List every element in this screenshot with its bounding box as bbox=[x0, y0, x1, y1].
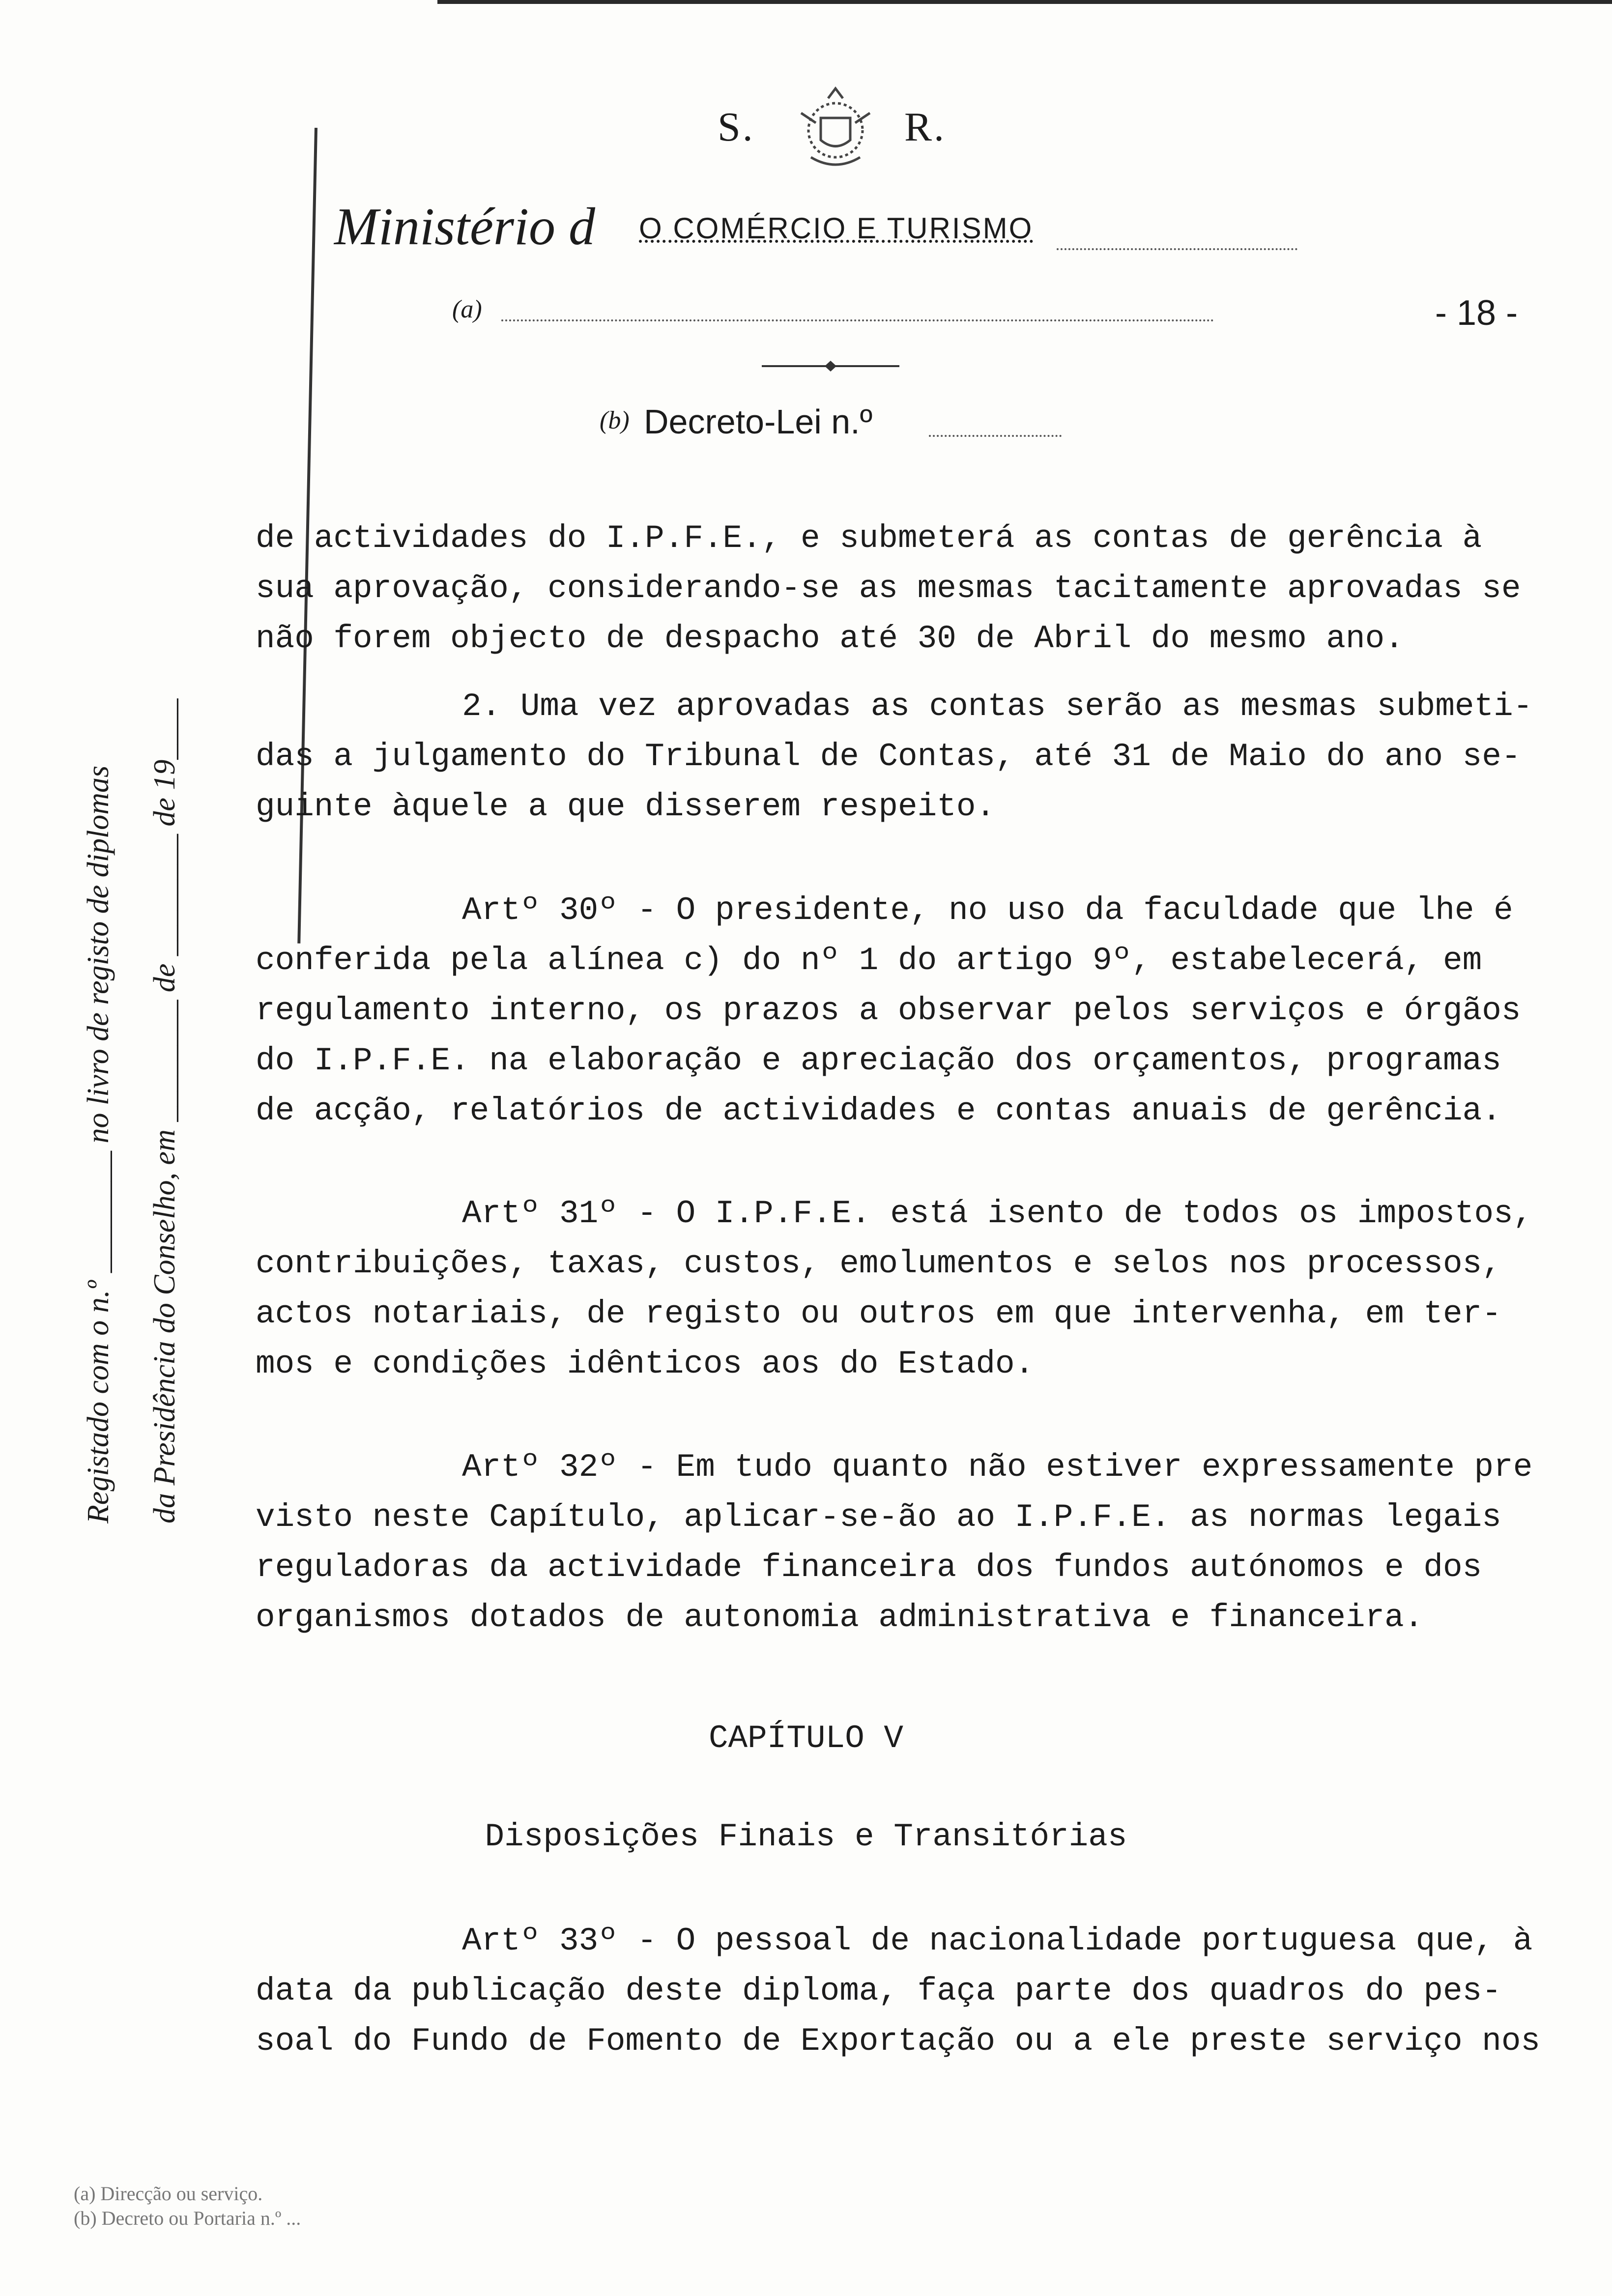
decree-dotline bbox=[929, 435, 1062, 437]
coat-of-arms-icon bbox=[781, 84, 890, 177]
art32-line-2: visto neste Capítulo, aplicar-se-ão ao I.P.F.E. as normas legais bbox=[256, 1499, 1501, 1536]
art33-line-3: soal do Fundo de Fomento de Exportação ou a ele preste serviço nos bbox=[256, 2023, 1541, 2060]
art33-line-2: data da publicação deste diploma, faça parte dos quadros do pes- bbox=[256, 1973, 1501, 2009]
p1-line-1: de actividades do I.P.F.E., e submeterá as contas de gerência à bbox=[256, 520, 1482, 557]
art30-line-4: do I.P.F.E. na elaboração e apreciação dos orçamentos, programas bbox=[256, 1042, 1501, 1079]
page-number: - 18 - bbox=[1435, 293, 1518, 333]
r-letter: R. bbox=[904, 104, 947, 150]
ornament-divider bbox=[762, 359, 899, 373]
art30-line-2: conferida pela alínea c) do nº 1 do artigo 9º, estabelecerá, em bbox=[256, 942, 1482, 979]
art30-line-1: Artº 30º - O presidente, no uso da faculdade que lhe é bbox=[462, 892, 1513, 929]
p1-line-2: sua aprovação, considerando-se as mesmas tacitamente aprovadas se bbox=[256, 570, 1521, 607]
ministry-dotline bbox=[1057, 248, 1297, 250]
art30-line-5: de acção, relatórios de actividades e contas anuais de gerência. bbox=[256, 1092, 1501, 1129]
chapter-title: Disposições Finais e Transitórias bbox=[485, 1818, 1127, 1855]
p1-line-3: não forem objecto de despacho até 30 de Abril do mesmo ano. bbox=[256, 620, 1404, 657]
art32-line-3: reguladoras da actividade financeira dos fundos autónomos e dos bbox=[256, 1549, 1482, 1586]
footnote-a: (a) Direcção ou serviço. bbox=[74, 2182, 263, 2205]
decree-label: Decreto-Lei n.º bbox=[644, 402, 873, 441]
decree-type-label: (b) bbox=[600, 406, 630, 434]
s-letter: S. bbox=[718, 104, 755, 150]
direction-label: (a) bbox=[452, 295, 482, 323]
art32-line-4: organismos dotados de autonomia administrativa e financeira. bbox=[256, 1599, 1424, 1636]
p2-line-2: das a julgamento do Tribunal de Contas, até 31 de Maio do ano se- bbox=[256, 738, 1521, 775]
ministerio-label: Ministério d bbox=[334, 198, 595, 256]
footnote-b: (b) Decreto ou Portaria n.º ... bbox=[74, 2207, 301, 2229]
p2-line-3: guinte àquele a que disserem respeito. bbox=[256, 788, 996, 825]
art31-line-4: mos e condições idênticos aos do Estado. bbox=[256, 1346, 1035, 1382]
direction-dotline bbox=[501, 319, 1214, 321]
art32-line-1: Artº 32º - Em tudo quanto não estiver expressamente pre bbox=[462, 1449, 1533, 1486]
art31-line-1: Artº 31º - O I.P.F.E. está isento de todos os impostos, bbox=[462, 1195, 1533, 1232]
p2-line-1: 2. Uma vez aprovadas as contas serão as mesmas submeti- bbox=[462, 688, 1533, 725]
top-rule bbox=[437, 0, 1612, 4]
art33-line-1: Artº 33º - O pessoal de nacionalidade portuguesa que, à bbox=[462, 1923, 1533, 1959]
registry-note: Registado com o n.º ________ no livro de registo de diplomas bbox=[82, 765, 115, 1523]
chapter-heading: CAPÍTULO V bbox=[708, 1720, 904, 1757]
registry-date-note: da Presidência do Conselho, em ________ de ________ de 19____ bbox=[148, 698, 181, 1523]
art31-line-2: contribuições, taxas, custos, emolumentos e selos nos processos, bbox=[256, 1245, 1501, 1282]
art31-line-3: actos notariais, de registo ou outros em que intervenha, em ter- bbox=[256, 1295, 1501, 1332]
art30-line-3: regulamento interno, os prazos a observar pelos serviços e órgãos bbox=[256, 992, 1521, 1029]
ministry-name: O COMÉRCIO E TURISMO bbox=[639, 212, 1034, 245]
